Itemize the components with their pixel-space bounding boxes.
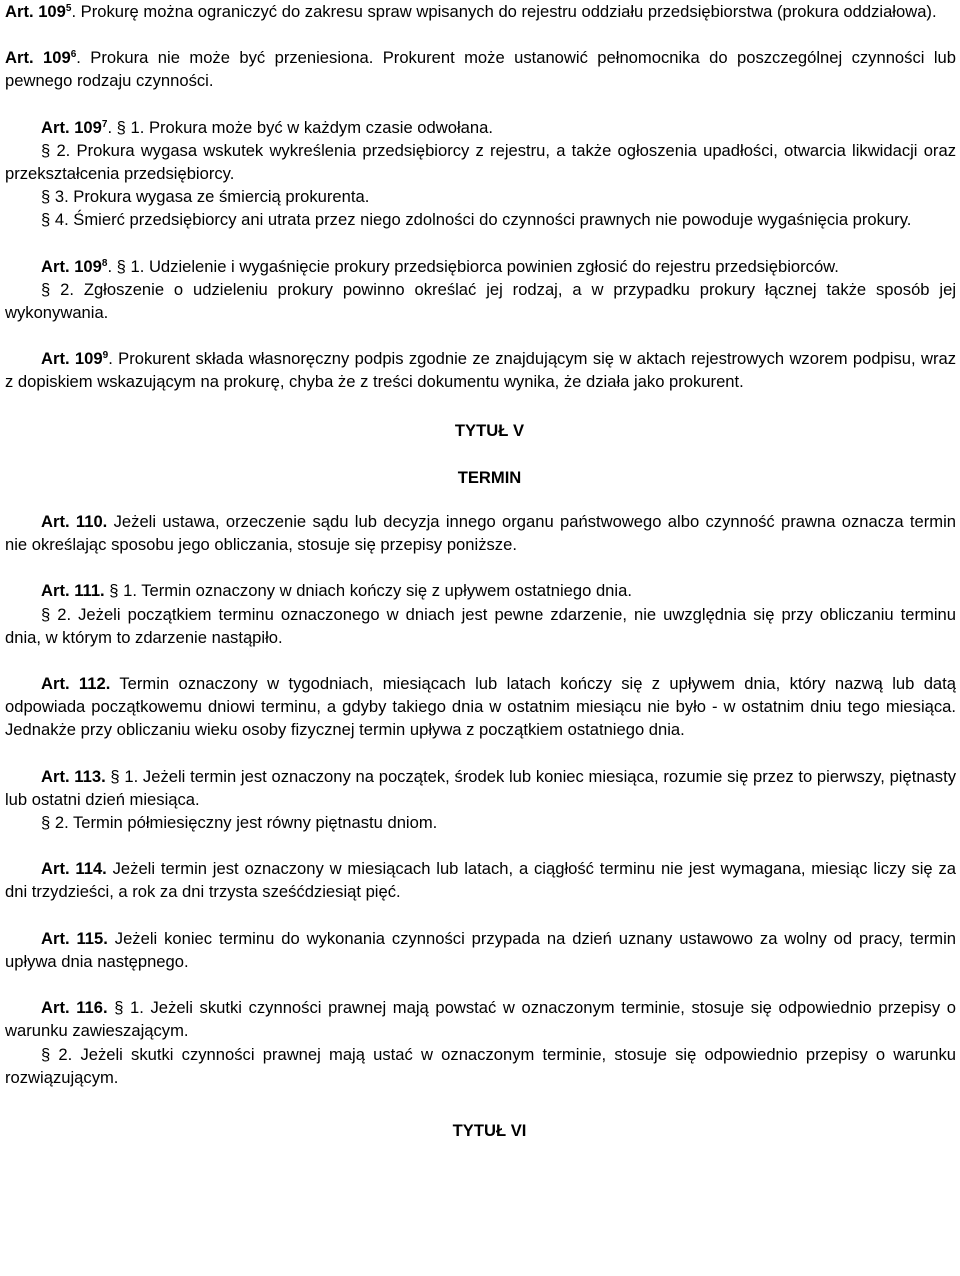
article-112	[5, 672, 956, 742]
paragraph-text: § 3. Prokura wygasa ze śmiercią prokurenta.	[41, 187, 370, 207]
article-number: Art. 109	[5, 48, 71, 68]
article-text: § 1. Jeżeli termin jest oznaczony na początek, środek lub koniec miesiąca, rozumie się przez to pierwszy, piętnasty lub ostatni dzień miesiąca.	[5, 766, 956, 809]
article-text: . Prokurent składa własnoręczny podpis zgodnie ze znajdującym się w aktach rejestrowych wzorem podpisu, wraz z dopiskiem wskazującym na prokurę, chyba że z treści dokumentu wynika, że działa jako prokurent.	[5, 349, 957, 392]
article-text: . Prokura nie może być przeniesiona. Prokurent może ustanowić pełnomocnika do poszczególnej czynności lub pewnego rodzaju czynności.	[5, 48, 956, 91]
paragraph-113-2	[5, 811, 956, 834]
article-text: Jeżeli koniec terminu do wykonania czynności przypada na dzień uznany ustawowo za wolny od pracy, termin upływa dnia następnego.	[5, 928, 956, 971]
article-text: § 1. Termin oznaczony w dniach kończy się z upływem ostatniego dnia.	[104, 581, 632, 601]
article-text: § 1. Jeżeli skutki czynności prawnej mają powstać w oznaczonym terminie, stosuje się odpowiednio przepisy o warunku zawieszającym.	[5, 998, 956, 1041]
article-number: Art. 111.	[41, 581, 105, 601]
article-superscript: 8	[101, 257, 108, 269]
article-text: . Prokurę można ograniczyć do zakresu spraw wpisanych do rejestru oddziału przedsiębiorstwa (prokura oddziałowa).	[71, 2, 937, 21]
article-113	[5, 765, 956, 811]
article-109-5	[5, 0, 956, 23]
article-109-6	[5, 46, 956, 92]
article-116	[5, 996, 956, 1042]
article-text: . § 1. Udzielenie i wygaśnięcie prokury przedsiębiorca powinien zgłosić do rejestru przedsiębiorców.	[107, 256, 839, 276]
termin-heading: TERMIN	[457, 467, 522, 487]
article-110	[5, 510, 956, 556]
article-number: Art. 116.	[41, 998, 108, 1018]
article-number: Art. 109	[41, 256, 102, 276]
article-114	[5, 857, 956, 903]
article-superscript: 5	[65, 3, 72, 14]
title-v-heading: TYTUŁ V	[454, 420, 525, 440]
article-111	[5, 579, 956, 602]
article-text: Termin oznaczony w tygodniach, miesiącach lub latach kończy się z upływem dnia, który nazwą lub datą odpowiada początkowemu dniowi terminu, a gdyby takiego dnia w ostatnim miesiącu nie było - w ostatnim dniu tego miesiąca. Jednakże przy obliczaniu wieku osoby fizycznej termin upływa z początkiem ostatniego dnia.	[5, 674, 956, 740]
paragraph-109-8-2	[5, 278, 956, 324]
article-number: Art. 113.	[41, 766, 106, 786]
article-109-7	[5, 116, 956, 139]
article-109-8	[5, 255, 956, 278]
paragraph-109-7-3	[5, 185, 956, 208]
article-number: Art. 114.	[41, 859, 107, 879]
article-number: Art. 110.	[41, 512, 108, 532]
paragraph-text: § 2. Zgłoszenie o udzieleniu prokury powinno określać jej rodzaj, a w przypadku prokury łącznej także sposób jej wykonywania.	[5, 279, 956, 323]
article-text: Jeżeli termin jest oznaczony w miesiącach lub latach, a ciągłość terminu nie jest wymagana, miesiąc liczy się za dni trzydzieści, a rok za dni trzysta sześćdziesiąt pięć.	[5, 859, 956, 902]
paragraph-text: § 4. Śmierć przedsiębiorcy ani utrata przez niego zdolności do czynności prawnych nie powoduje wygaśnięcia prokury.	[41, 210, 912, 230]
article-number: Art. 109	[5, 2, 66, 21]
title-vi-heading: TYTUŁ VI	[452, 1120, 527, 1140]
article-number: Art. 112.	[41, 674, 111, 694]
paragraph-109-7-4	[5, 208, 956, 231]
paragraph-116-2	[5, 1043, 956, 1089]
paragraph-111-2	[5, 603, 956, 649]
paragraph-text: § 2. Termin półmiesięczny jest równy piętnastu dniom.	[41, 813, 438, 833]
paragraph-text: § 2. Jeżeli skutki czynności prawnej mają ustać w oznaczonym terminie, stosuje się odpowiednio przepisy o warunku rozwiązującym.	[5, 1044, 956, 1087]
article-text: Jeżeli ustawa, orzeczenie sądu lub decyzja innego organu państwowego albo czynność prawna oznacza termin nie określając sposobu jego obliczania, stosuje się przepisy poniższe.	[5, 512, 956, 555]
article-superscript: 7	[101, 118, 108, 130]
article-number: Art. 109	[41, 117, 102, 137]
article-number: Art. 109	[41, 349, 103, 369]
paragraph-text: § 2. Prokura wygasa wskutek wykreślenia przedsiębiorcy z rejestru, a także ogłoszenia upadłości, otwarcia likwidacji oraz przekształcenia przedsiębiorcy.	[5, 140, 956, 184]
article-superscript: 6	[70, 49, 77, 61]
paragraph-text: § 2. Jeżeli początkiem terminu oznaczonego w dniach jest pewne zdarzenie, nie uwzględnia się przy obliczaniu terminu dnia, w którym to zdarzenie nastąpiło.	[5, 604, 956, 647]
article-number: Art. 115.	[41, 928, 108, 948]
article-text: . § 1. Prokura może być w każdym czasie odwołana.	[107, 117, 493, 137]
article-115	[5, 927, 956, 973]
paragraph-109-7-2	[5, 139, 956, 185]
article-superscript: 9	[102, 350, 109, 362]
article-109-9	[5, 347, 956, 393]
